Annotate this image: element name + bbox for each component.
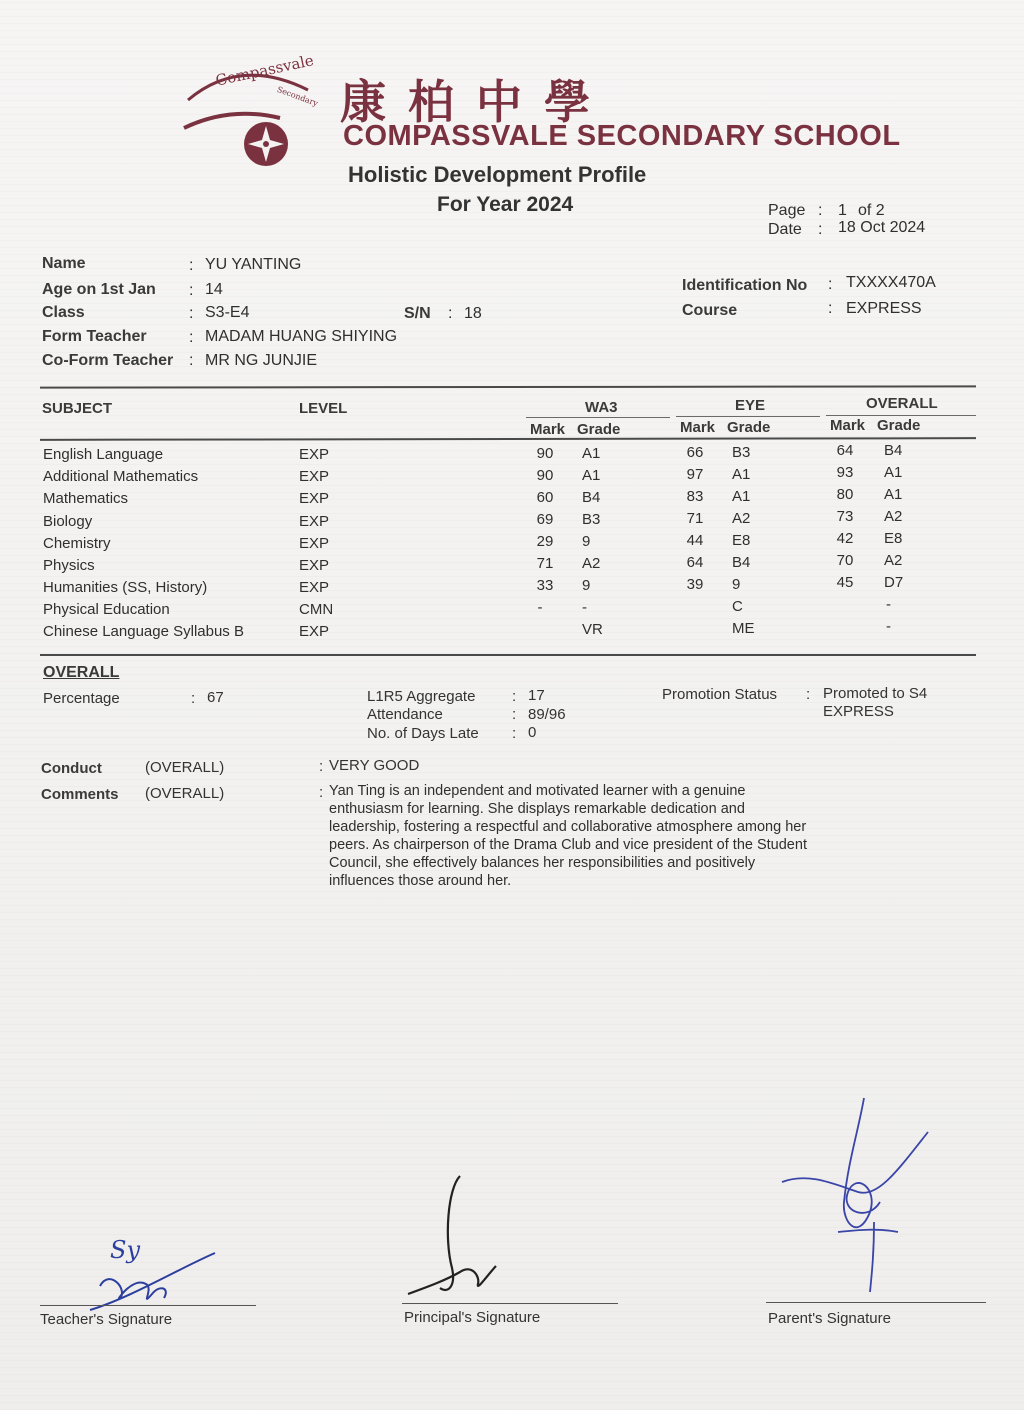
- colon: :: [189, 305, 194, 322]
- row-wa3-mark: -: [537, 599, 543, 616]
- colon: :: [319, 758, 324, 775]
- attendance-label: Attendance: [367, 706, 443, 723]
- row-level: CMN: [299, 601, 334, 618]
- school-logo: [180, 51, 320, 178]
- row-level: EXP: [299, 468, 330, 485]
- wa3-grade-header: Grade: [577, 421, 621, 438]
- row-level: EXP: [299, 513, 330, 530]
- document-year: For Year 2024: [437, 193, 574, 216]
- row-overall-mark: 73: [836, 508, 854, 525]
- days-late-value: 0: [528, 724, 537, 741]
- table-bottom-rule: [40, 654, 976, 656]
- page-colon: :: [818, 202, 823, 219]
- row-overall-grade: D7: [884, 574, 904, 591]
- row-overall-mark: 42: [836, 530, 854, 547]
- table-top-rule: [40, 385, 976, 388]
- logo-subtext: Secondary: [275, 84, 320, 109]
- row-eye-grade: A2: [732, 510, 751, 527]
- date-label: Date: [768, 221, 802, 238]
- page-number: 1: [838, 202, 847, 219]
- colon: :: [189, 352, 194, 369]
- row-eye-grade: E8: [732, 532, 751, 549]
- wa3-mark-header: Mark: [530, 421, 566, 438]
- overall-header: OVERALL: [866, 395, 938, 412]
- id-value: TXXXX470A: [846, 274, 936, 291]
- page-label: Page: [768, 202, 806, 219]
- principal-signature-line: [402, 1303, 618, 1304]
- promotion-label: Promotion Status: [662, 686, 778, 703]
- colon: :: [828, 300, 833, 317]
- row-level: EXP: [299, 623, 330, 640]
- row-overall-mark: 80: [836, 486, 854, 503]
- row-eye-mark: 44: [686, 532, 704, 549]
- comment-line: enthusiasm for learning. She displays remarkable dedication and: [329, 801, 745, 817]
- principal-signature-label: Principal's Signature: [404, 1309, 541, 1326]
- school-name-chinese: 康柏中學: [340, 75, 612, 129]
- wa3-header-rule: [526, 417, 670, 418]
- sn-label: S/N: [404, 305, 431, 322]
- row-overall-grade: B4: [884, 442, 903, 459]
- colon: :: [189, 282, 194, 299]
- comment-line: Yan Ting is an independent and motivated learner with a genuine: [329, 783, 746, 799]
- row-subject: English Language: [43, 446, 164, 463]
- school-name-english: COMPASSVALE SECONDARY SCHOOL: [343, 120, 901, 152]
- colon: :: [191, 690, 196, 707]
- colon: :: [828, 276, 833, 293]
- row-wa3-grade: 9: [582, 533, 591, 550]
- student-class: S3-E4: [205, 304, 250, 321]
- eye-header: EYE: [735, 397, 766, 414]
- row-wa3-grade: A2: [582, 555, 601, 572]
- row-eye-grade: ME: [732, 620, 755, 637]
- promotion-value: Promoted to S4: [823, 685, 928, 702]
- principal-signature-ink: [400, 1168, 510, 1303]
- eye-header-rule: [676, 416, 820, 417]
- subject-header: SUBJECT: [42, 400, 113, 417]
- row-eye-mark: 66: [686, 444, 704, 461]
- comment-line: leadership, fostering a respectful and collaborative atmosphere among her: [329, 819, 807, 835]
- conduct-label: Conduct: [41, 760, 102, 777]
- teacher-signature-line: [40, 1305, 256, 1306]
- row-overall-mark: 70: [836, 552, 854, 569]
- row-eye-mark: 97: [686, 466, 704, 483]
- eye-grade-header: Grade: [727, 419, 771, 436]
- table-header-rule: [40, 437, 976, 441]
- colon: :: [189, 329, 194, 346]
- age-label: Age on 1st Jan: [42, 281, 156, 298]
- row-level: EXP: [299, 490, 330, 507]
- date-value: 18 Oct 2024: [838, 219, 926, 236]
- row-wa3-grade: A1: [582, 445, 601, 462]
- form-teacher-name: MADAM HUANG SHIYING: [205, 328, 398, 345]
- eye-mark-header: Mark: [680, 419, 716, 436]
- row-wa3-grade: VR: [582, 621, 603, 638]
- attendance-value: 89/96: [528, 706, 566, 723]
- row-overall-grade: -: [886, 596, 891, 613]
- comment-line: influences those around her.: [329, 873, 512, 889]
- days-late-label: No. of Days Late: [367, 725, 479, 742]
- document-title: Holistic Development Profile: [348, 162, 647, 187]
- name-label: Name: [42, 255, 86, 272]
- teacher-signature-label: Teacher's Signature: [40, 1311, 173, 1328]
- row-eye-grade: B4: [732, 554, 751, 571]
- row-subject: Additional Mathematics: [43, 468, 199, 485]
- row-wa3-grade: B4: [582, 489, 601, 506]
- coform-teacher-label: Co-Form Teacher: [42, 352, 174, 369]
- page-total: of 2: [858, 202, 885, 219]
- date-colon: :: [818, 221, 823, 238]
- colon: :: [448, 305, 453, 322]
- id-label: Identification No: [682, 277, 808, 294]
- row-eye-mark: 83: [686, 488, 704, 505]
- overall-header-rule: [826, 415, 976, 416]
- conduct-value: VERY GOOD: [329, 757, 420, 774]
- row-overall-grade: A2: [884, 552, 903, 569]
- class-label: Class: [42, 304, 85, 321]
- comments-text: [329, 782, 807, 890]
- row-subject: Chemistry: [43, 535, 111, 552]
- l1r5-value: 17: [528, 687, 545, 704]
- row-eye-grade: C: [732, 598, 743, 615]
- row-level: EXP: [299, 535, 330, 552]
- row-wa3-mark: 33: [536, 577, 554, 594]
- row-eye-mark: 64: [686, 554, 704, 571]
- colon: :: [512, 725, 517, 742]
- row-level: EXP: [299, 446, 330, 463]
- row-wa3-grade: -: [582, 599, 587, 616]
- row-subject: Biology: [43, 513, 93, 530]
- row-subject: Humanities (SS, History): [43, 579, 208, 596]
- row-overall-mark: 45: [836, 574, 854, 591]
- parent-signature-label: Parent's Signature: [768, 1310, 891, 1327]
- student-name: YU YANTING: [205, 256, 302, 273]
- level-header: LEVEL: [299, 400, 348, 417]
- row-overall-mark: 93: [836, 464, 854, 481]
- row-overall-mark: 64: [836, 442, 854, 459]
- comments-scope: (OVERALL): [145, 785, 225, 802]
- row-wa3-grade: B3: [582, 511, 601, 528]
- row-subject: Chinese Language Syllabus B: [43, 623, 244, 640]
- l1r5-label: L1R5 Aggregate: [367, 688, 476, 705]
- row-wa3-mark: 60: [536, 489, 554, 506]
- overall-mark-header: Mark: [830, 417, 866, 434]
- row-overall-grade: A2: [884, 508, 903, 525]
- row-eye-grade: A1: [732, 466, 751, 483]
- row-subject: Mathematics: [43, 490, 129, 507]
- row-wa3-grade: 9: [582, 577, 591, 594]
- parent-signature-ink: [778, 1092, 938, 1302]
- wa3-header: WA3: [585, 399, 618, 416]
- overall-heading: OVERALL: [43, 664, 120, 681]
- row-eye-grade: B3: [732, 444, 751, 461]
- row-level: EXP: [299, 579, 330, 596]
- row-eye-grade: 9: [732, 576, 741, 593]
- form-teacher-label: Form Teacher: [42, 328, 147, 345]
- student-sn: 18: [464, 305, 482, 322]
- comment-line: Council, she effectively balances her responsibilities and positively: [329, 855, 756, 871]
- row-overall-grade: E8: [884, 530, 903, 547]
- logo-wordmark: Compassvale: [214, 51, 316, 90]
- percentage-label: Percentage: [43, 690, 120, 707]
- row-wa3-mark: 90: [536, 445, 554, 462]
- promotion-value-line2: EXPRESS: [823, 703, 894, 720]
- row-wa3-mark: 90: [536, 467, 554, 484]
- colon: :: [189, 257, 194, 274]
- row-overall-grade: -: [886, 618, 891, 635]
- colon: :: [512, 706, 517, 723]
- colon: :: [319, 784, 324, 801]
- parent-signature-line: [766, 1302, 986, 1303]
- percentage-value: 67: [207, 689, 224, 706]
- coform-teacher-name: MR NG JUNJIE: [205, 352, 317, 369]
- colon: :: [512, 688, 517, 705]
- row-overall-grade: A1: [884, 464, 903, 481]
- row-overall-grade: A1: [884, 486, 903, 503]
- colon: :: [806, 686, 811, 703]
- row-wa3-mark: 69: [536, 511, 554, 528]
- row-wa3-mark: 71: [536, 555, 554, 572]
- row-level: EXP: [299, 557, 330, 574]
- row-eye-mark: 39: [686, 576, 704, 593]
- row-subject: Physics: [43, 557, 95, 574]
- row-eye-grade: A1: [732, 488, 751, 505]
- row-subject: Physical Education: [43, 601, 170, 618]
- row-wa3-grade: A1: [582, 467, 601, 484]
- teacher-initials: Sy: [110, 1236, 140, 1264]
- row-eye-mark: 71: [686, 510, 704, 527]
- comments-label: Comments: [41, 786, 119, 803]
- student-age: 14: [205, 281, 223, 298]
- course-value: EXPRESS: [846, 300, 922, 317]
- row-wa3-mark: 29: [536, 533, 554, 550]
- course-label: Course: [682, 302, 738, 319]
- comment-line: peers. As chairperson of the Drama Club and vice president of the Student: [329, 837, 807, 853]
- overall-grade-header: Grade: [877, 417, 921, 434]
- conduct-scope: (OVERALL): [145, 759, 225, 776]
